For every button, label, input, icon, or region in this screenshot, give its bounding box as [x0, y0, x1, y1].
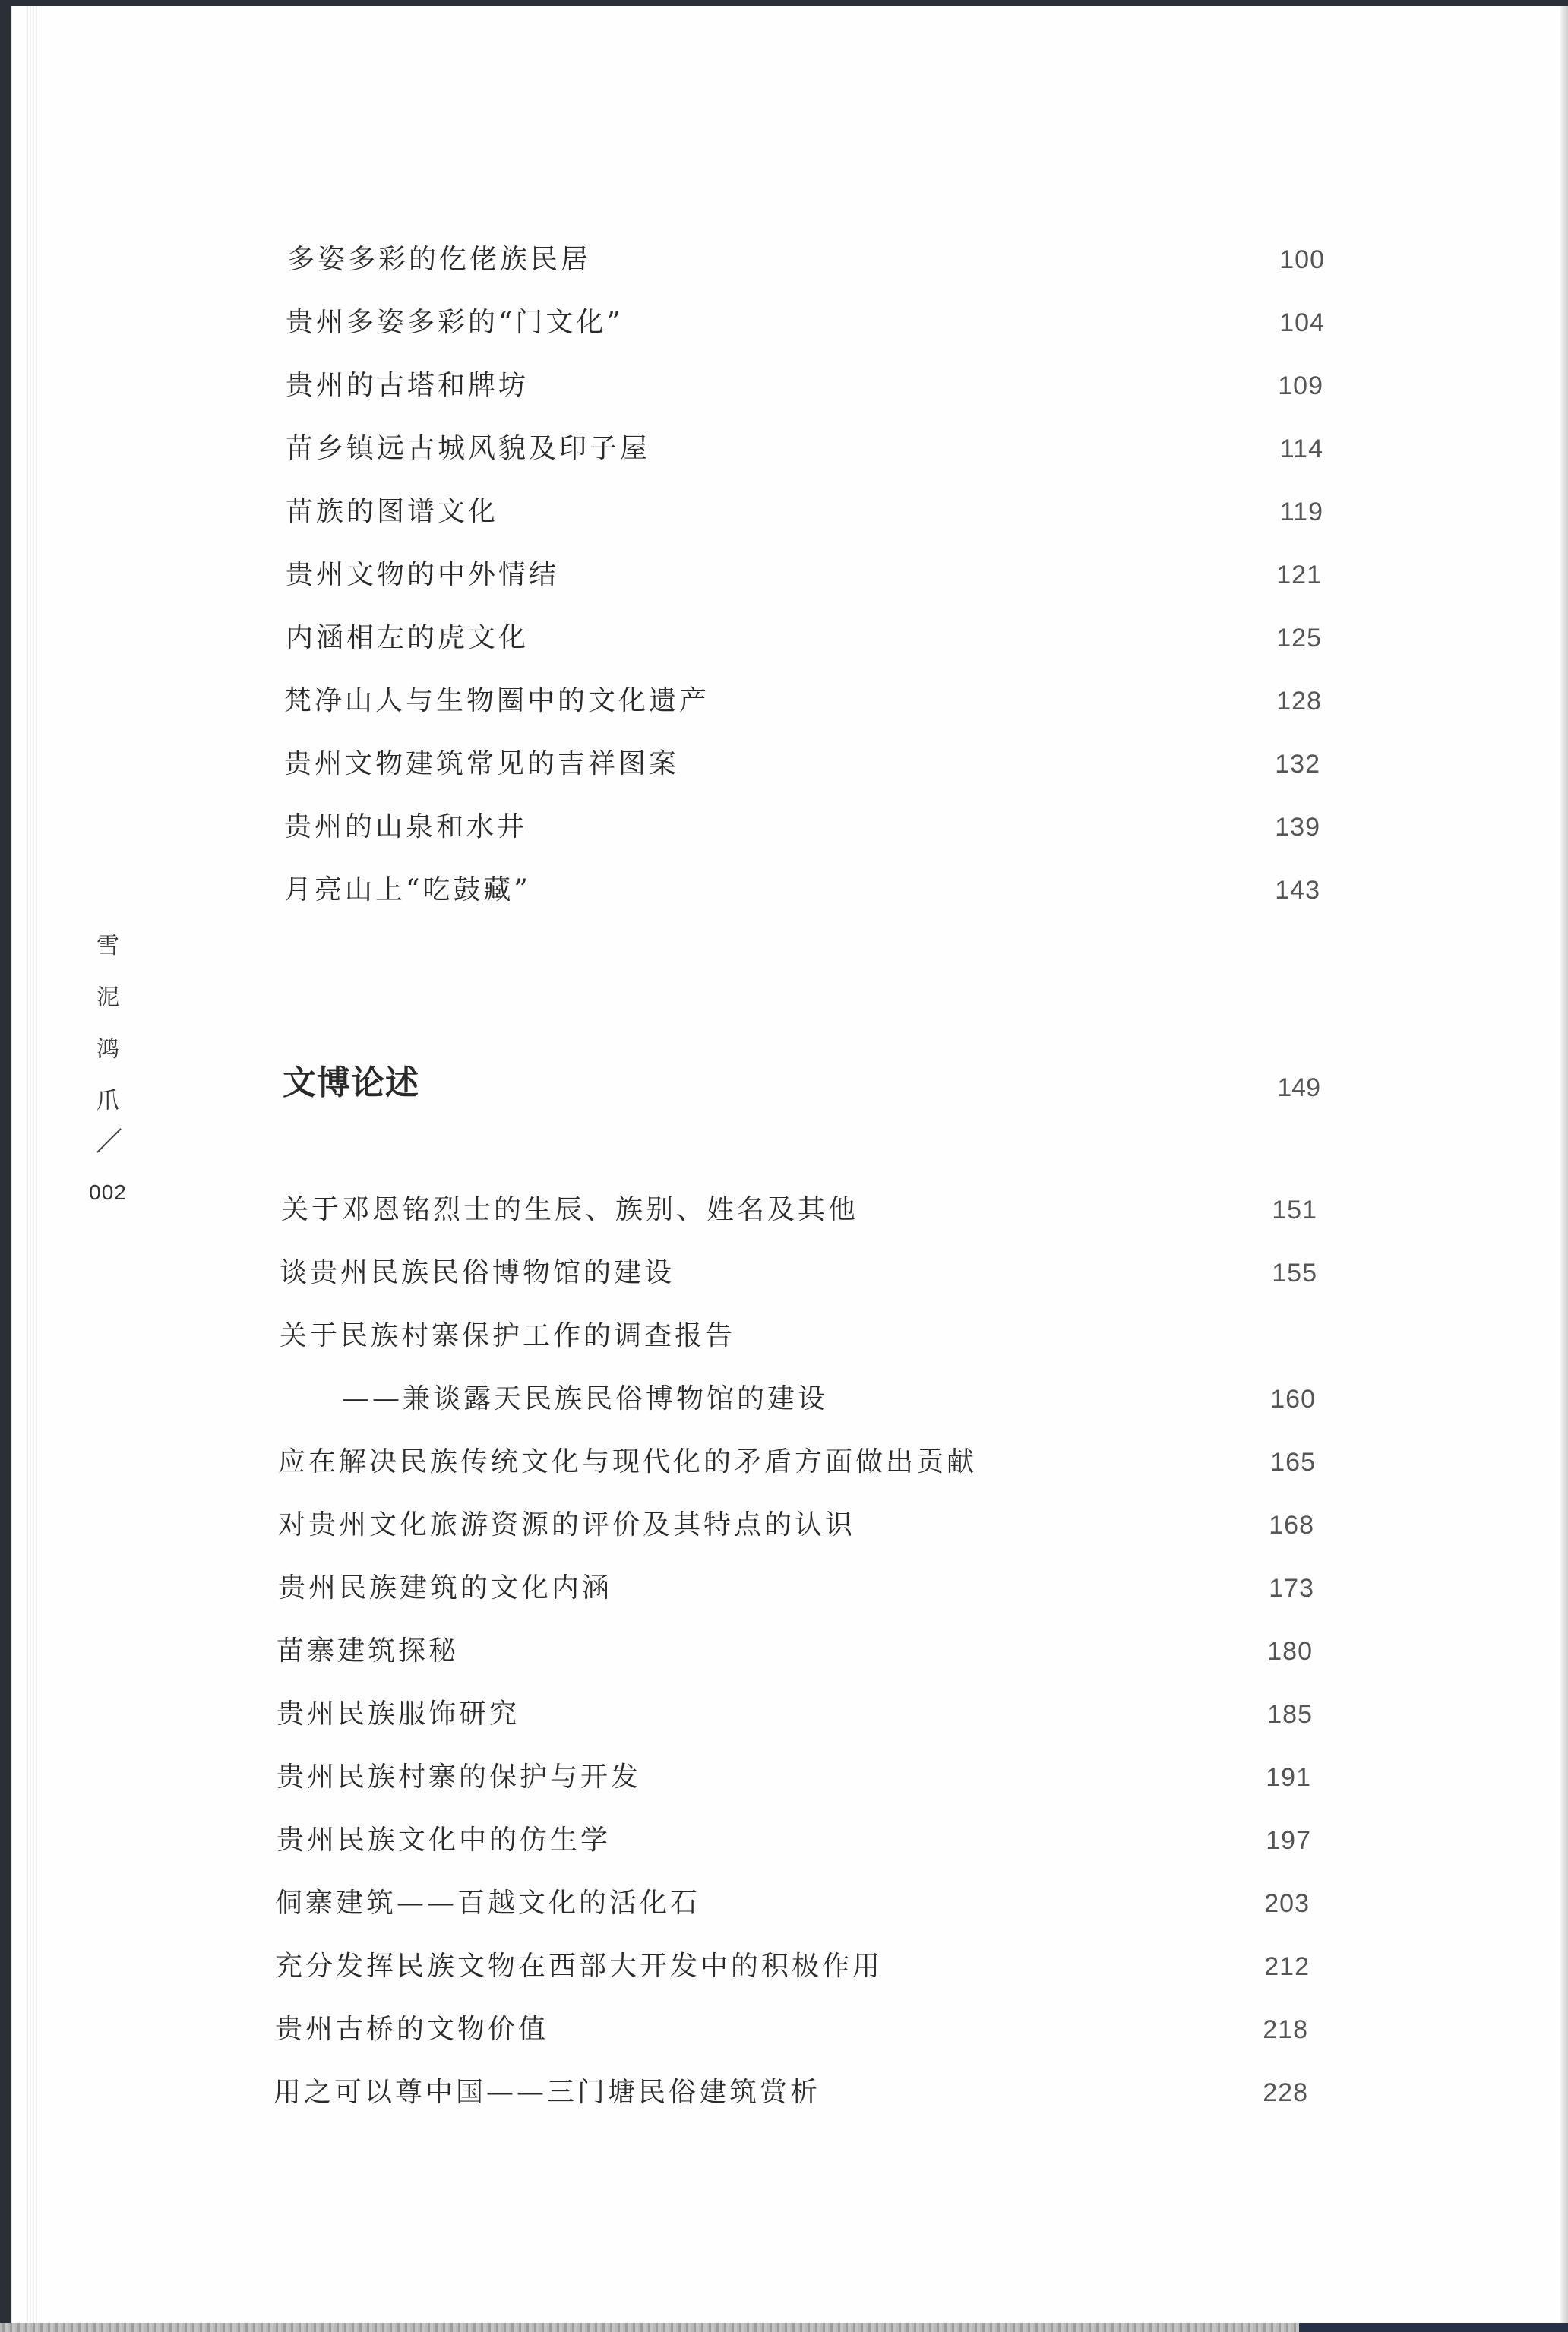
toc-entry[interactable] [0, 1503, 1568, 1548]
toc-entry[interactable] [0, 2070, 1568, 2116]
toc-entry-title: 关于民族村寨保护工作的调查报告 [280, 1320, 736, 1351]
toc-entry-title: 对贵州文化旅游资源的评价及其特点的认识 [278, 1509, 856, 1540]
toc-entry[interactable] [0, 1755, 1568, 1800]
toc-entry-page: 121 [1276, 561, 1322, 589]
running-head [85, 921, 131, 1208]
toc-entry-page: 100 [1279, 245, 1325, 274]
toc-entry-page: 160 [1270, 1385, 1316, 1414]
toc-entry-page: 185 [1267, 1700, 1313, 1729]
toc-entry-title: 贵州民族村寨的保护与开发 [277, 1762, 642, 1793]
toc-entry-page: 155 [1272, 1259, 1317, 1288]
toc-entry-title: 月亮山上“吃鼓藏” [284, 874, 531, 905]
toc-entry[interactable] [0, 552, 1568, 598]
scanner-bottom-strip [0, 2323, 1299, 2332]
toc-entry[interactable] [0, 237, 1568, 283]
toc-entry-title: 充分发挥民族文物在西部大开发中的积极作用 [275, 1951, 884, 1982]
toc-entry[interactable] [0, 615, 1568, 661]
toc-entry[interactable] [0, 2007, 1568, 2052]
toc-entry-title: 苗寨建筑探秘 [277, 1635, 460, 1667]
toc-entry-page: 212 [1264, 1952, 1310, 1981]
running-head-char: 爪 [96, 1088, 119, 1114]
toc-entry-title: 苗乡镇远古城风貌及印子屋 [286, 433, 651, 464]
toc-entry[interactable] [0, 1944, 1568, 1989]
toc-entry[interactable] [0, 1313, 1568, 1359]
toc-entry-page: 218 [1263, 2015, 1308, 2044]
toc-entry-title: 贵州文物建筑常见的吉祥图案 [284, 748, 680, 779]
slash-divider [85, 1127, 131, 1177]
toc-entry-page: 203 [1264, 1889, 1310, 1918]
toc-entry-title: 贵州古桥的文物价值 [275, 2014, 549, 2045]
toc-entry-page: 114 [1279, 434, 1323, 463]
toc-entry-title: 贵州多姿多彩的“门文化” [286, 307, 624, 338]
toc-entry-title: 内涵相左的虎文化 [286, 622, 530, 653]
toc-entry-page: 228 [1263, 2078, 1308, 2107]
toc-entry[interactable] [0, 1881, 1568, 1926]
scanner-bottom-dark [1299, 2323, 1568, 2332]
toc-entry[interactable] [0, 300, 1568, 346]
toc-entry-title: ——兼谈露天民族民俗博物馆的建设 [342, 1383, 829, 1414]
toc-entry-title: 贵州民族服饰研究 [277, 1698, 520, 1730]
toc-entry[interactable] [0, 1250, 1568, 1296]
running-head-char: 鸿 [96, 1036, 119, 1063]
toc-entry[interactable] [0, 426, 1568, 472]
toc-entry[interactable] [0, 804, 1568, 850]
toc-entry-title: 贵州的古塔和牌坊 [286, 370, 530, 401]
toc-entry[interactable] [0, 1629, 1568, 1674]
toc-entry[interactable] [0, 1439, 1568, 1485]
toc-entry-page: 128 [1276, 687, 1322, 716]
toc-entry[interactable] [0, 363, 1568, 409]
toc-entry-page: 180 [1267, 1637, 1313, 1666]
toc-entry[interactable] [0, 1818, 1568, 1863]
toc-entry-title: 侗寨建筑——百越文化的活化石 [275, 1888, 701, 1919]
toc-entry[interactable] [0, 867, 1568, 913]
toc-entry-page: 173 [1269, 1574, 1314, 1603]
toc-entry-title: 用之可以尊中国——三门塘民俗建筑赏析 [273, 2077, 821, 2108]
toc-entry[interactable] [0, 1187, 1568, 1233]
toc-entry-page: 143 [1275, 876, 1320, 905]
toc-entry[interactable] [0, 1692, 1568, 1737]
toc-entry-page: 125 [1276, 624, 1322, 653]
toc-entry-page: 168 [1269, 1511, 1314, 1540]
toc-entry-title: 关于邓恩铭烈士的生辰、族别、姓名及其他 [281, 1194, 859, 1225]
toc-entry-page: 151 [1272, 1196, 1317, 1224]
toc-entry-title: 贵州文物的中外情结 [286, 559, 560, 590]
toc-entry-title: 应在解决民族传统文化与现代化的矛盾方面做出贡献 [278, 1446, 978, 1477]
toc-entry-title: 苗族的图谱文化 [286, 496, 499, 527]
running-head-char: 雪 [96, 933, 119, 959]
section-heading-page: 149 [1277, 1073, 1320, 1102]
toc-entry-page: 132 [1275, 750, 1320, 779]
toc-entry-title: 贵州民族文化中的仿生学 [277, 1825, 612, 1856]
toc-entry-title: 多姿多彩的仡佬族民居 [287, 244, 592, 275]
toc-entry-title: 贵州民族建筑的文化内涵 [278, 1572, 613, 1604]
page-number: 002 [89, 1180, 127, 1204]
toc-entry-page: 191 [1266, 1763, 1311, 1792]
toc-entry-title: 谈贵州民族民俗博物馆的建设 [280, 1257, 675, 1288]
toc-entry-page: 109 [1278, 371, 1323, 400]
toc-entry[interactable] [0, 1566, 1568, 1611]
toc-entry[interactable] [0, 678, 1568, 724]
toc-entry[interactable] [0, 741, 1568, 787]
toc-entry-page: 165 [1270, 1448, 1316, 1477]
running-head-char: 泥 [96, 984, 119, 1011]
toc-entry-page: 119 [1279, 498, 1323, 526]
toc-entry-title: 贵州的山泉和水井 [284, 811, 528, 842]
toc-entry[interactable] [0, 489, 1568, 535]
section-heading[interactable]: 文博论述 [283, 1063, 419, 1102]
toc-entry-subtitle[interactable] [0, 1376, 1568, 1422]
toc-entry-title: 梵净山人与生物圈中的文化遗产 [284, 685, 710, 716]
toc-entry-page: 139 [1275, 813, 1320, 842]
toc-entry-page: 104 [1279, 308, 1325, 337]
toc-entry-page: 197 [1266, 1826, 1311, 1855]
